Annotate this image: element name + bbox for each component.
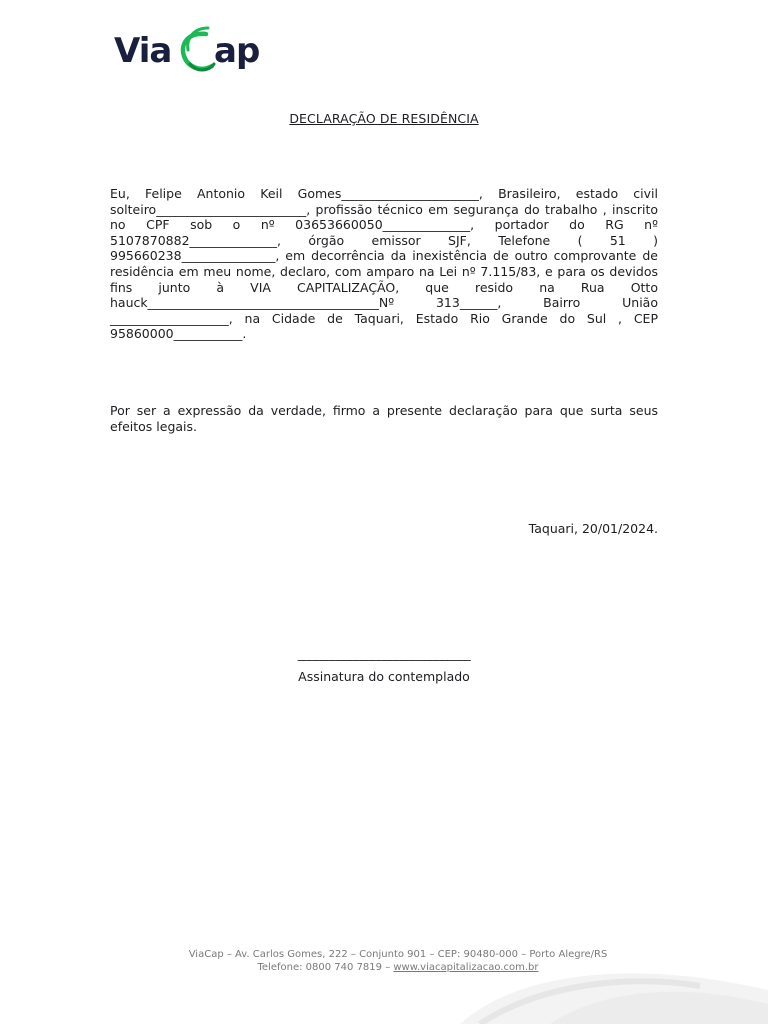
footer-address: ViaCap – Av. Carlos Gomes, 222 – Conjunto 901 – CEP: 90480-000 – Porto Alegre/RS (188, 949, 608, 960)
logo-c-swoosh-icon (183, 28, 214, 70)
declaration-closing: Por ser a expressão da verdade, firmo a presente declaração para que surta seus efeitos legais. (110, 403, 658, 434)
footer-phone: Telefone: 0800 740 7819 – (257, 962, 394, 973)
footer-website-link[interactable]: www.viacapitalizacao.com.br (393, 962, 539, 973)
place-and-date: Taquari, 20/01/2024. (528, 521, 658, 536)
logo-text-via: Via (114, 31, 172, 71)
viacap-logo (114, 26, 274, 78)
document-title: DECLARAÇÃO DE RESIDÊNCIA (289, 111, 479, 126)
logo-text-ap: ap (214, 31, 260, 71)
decorative-swoosh (400, 960, 768, 1024)
signature-label: Assinatura do contemplado (298, 669, 470, 684)
declaration-body: Eu, Felipe Antonio Keil Gomes______________________, Brasileiro, estado civil solteiro________________________, profissão técnico em segurança do trabalho , inscrito no CPF sob o nº 03653660050______________, portador do RG nº 5107870882______________, órgão emissor SJF, Telefone ( 51 ) 995660238_______________, em decorrência da inexistência de outro comprovante de residência em meu nome, declaro, com amparo na Lei nº 7.115/83, e para os devidos fins junto à VIA CAPITALIZAÇÃO, que resido na Rua Otto hauck_____________________________________Nº 313______, Bairro União ___________________, na Cidade de Taquari, Estado Rio Grande do Sul , CEP 95860000___________. (110, 186, 658, 342)
signature-line: ______________________________ (297, 646, 471, 661)
